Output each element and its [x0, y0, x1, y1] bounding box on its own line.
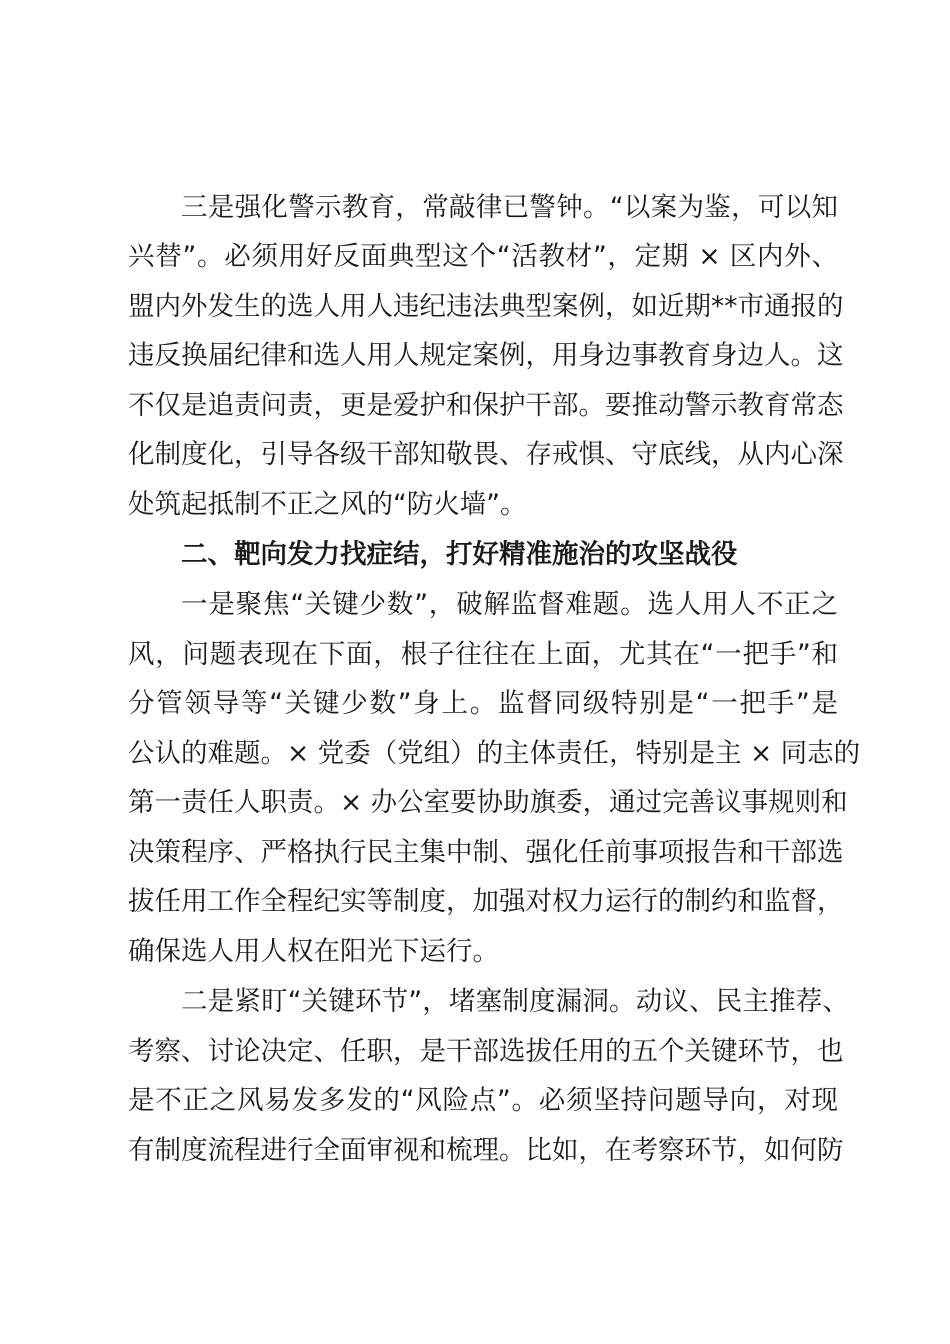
paragraph-line: 决策程序、严格执行民主集中制、强化任前事项报告和干部选 — [128, 837, 844, 868]
paragraph-line: 一是聚焦“关键少数”，破解监督难题。选人用人不正之 — [181, 589, 838, 620]
paragraph-line: 风，问题表现在下面，根子往往在上面，尤其在“一把手”和 — [128, 639, 838, 670]
paragraph-line: 兴替”。必须用好反面典型这个“活教材”，定期 × 区内外、 — [128, 241, 838, 272]
paragraph-line: 盟内外发生的选人用人违纪违法典型案例，如近期**市通报的 — [128, 291, 844, 322]
paragraph-line: 是不正之风易发多发的“风险点”。必须坚持问题导向，对现 — [128, 1085, 838, 1116]
paragraph-line: 公认的难题。× 党委（党组）的主体责任，特别是主 × 同志的 — [128, 738, 861, 769]
paragraph-line: 拔任用工作全程纪实等制度，加强对权力运行的制约和监督， — [128, 886, 844, 917]
paragraph-line: 分管领导等“关键少数”身上。监督同级特别是“一把手”是 — [128, 688, 838, 719]
section-heading: 二、靶向发力找症结，打好精准施治的攻坚战役 — [181, 539, 738, 570]
paragraph-line: 有制度流程进行全面审视和梳理。比如，在考察环节，如何防 — [128, 1135, 844, 1166]
paragraph-line: 考察、讨论决定、任职，是干部选拔任用的五个关键环节，也 — [128, 1036, 844, 1067]
paragraph-line: 处筑起抵制不正之风的“防火墙”。 — [128, 489, 527, 520]
paragraph-line: 二是紧盯“关键环节”，堵塞制度漏洞。动议、民主推荐、 — [181, 986, 849, 1017]
paragraph-line: 第一责任人职责。× 办公室要协助旗委，通过完善议事规则和 — [128, 787, 848, 818]
paragraph-line: 确保选人用人权在阳光下运行。 — [128, 936, 499, 967]
paragraph-line: 不仅是追责问责，更是爱护和保护干部。要推动警示教育常态 — [128, 390, 844, 421]
paragraph-line: 三是强化警示教育，常敲律已警钟。“以案为鉴，可以知 — [181, 192, 838, 223]
paragraph-line: 违反换届纪律和选人用人规定案例，用身边事教育身边人。这 — [128, 340, 844, 371]
paragraph-line: 化制度化，引导各级干部知敬畏、存戒惧、守底线，从内心深 — [128, 439, 844, 470]
